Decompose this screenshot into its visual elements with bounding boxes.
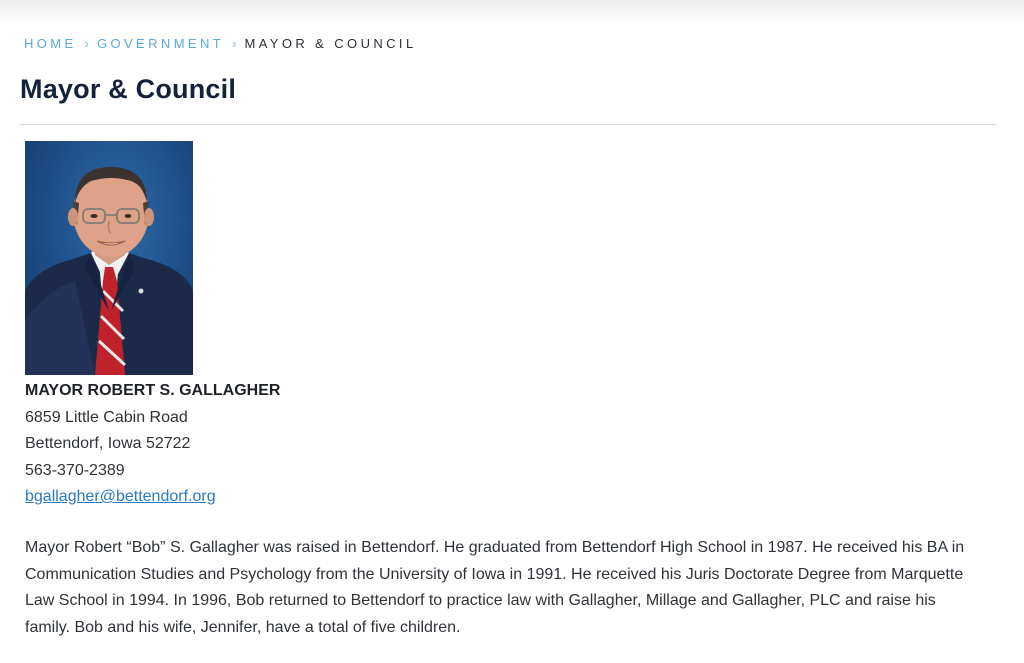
mayor-phone: 563-370-2389 (25, 461, 125, 479)
mayor-portrait-illustration (25, 141, 193, 375)
page-title: Mayor & Council (20, 74, 237, 104)
header-shadow (0, 0, 1024, 24)
mayor-contact-block (25, 378, 280, 511)
mayor-bio: Mayor Robert “Bob” S. Gallagher was raised in Bettendorf. He graduated from Bettendorf High School in 1987. He received his BA in Communication Studies and Psychology from the University of Iowa in 1991. He received his Juris Doctorate Degree from Marquette Law School in 1994. In 1996, Bob returned to Bettendorf to practice law with Gallagher, Millage and Gallagher, PLC and raise his family. Bob and his wife, Jennifer, have a total of five children. (25, 539, 965, 636)
breadcrumb-government-link[interactable]: GOVERNMENT (96, 36, 225, 51)
mayor-address-line1: 6859 Little Cabin Road (25, 408, 188, 426)
breadcrumb-separator: › (84, 36, 89, 51)
breadcrumb-separator: › (232, 36, 237, 51)
mayor-email-link[interactable]: bgallagher@bettendorf.org (25, 488, 216, 505)
title-divider (20, 124, 996, 125)
breadcrumb (24, 36, 417, 51)
mayor-name: MAYOR ROBERT S. GALLAGHER (25, 382, 281, 399)
mayor-portrait (25, 141, 193, 375)
breadcrumb-current: MAYOR & COUNCIL (244, 36, 417, 51)
mayor-address-line2: Bettendorf, Iowa 52722 (25, 435, 191, 452)
breadcrumb-home-link[interactable]: HOME (24, 36, 77, 51)
